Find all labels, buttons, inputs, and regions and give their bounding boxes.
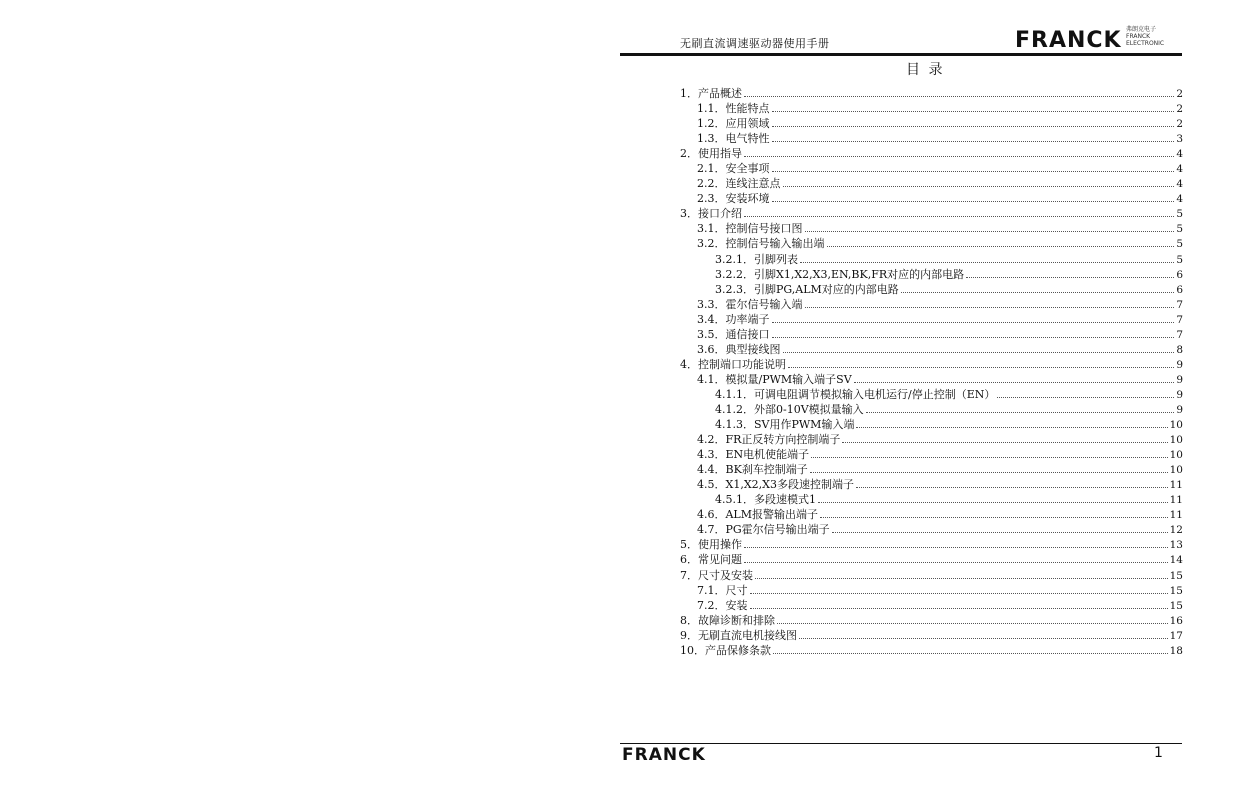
- toc-entry[interactable]: [680, 552, 1183, 567]
- toc-entry-label: 1.1．性能特点: [697, 102, 770, 116]
- toc-entry[interactable]: [680, 477, 1183, 492]
- toc-leader-dots: [772, 126, 1175, 127]
- toc-entry-page: 4: [1176, 163, 1183, 176]
- toc-entry-label: 2．使用指导: [680, 147, 742, 161]
- toc-entry-label: 2.2．连线注意点: [697, 177, 781, 191]
- toc-entry-page: 10: [1169, 419, 1183, 432]
- toc-entry-label: 4.4．BK刹车控制端子: [697, 463, 808, 477]
- toc-leader-dots: [799, 638, 1168, 639]
- toc-leader-dots: [772, 201, 1175, 202]
- table-of-contents: [680, 86, 1183, 658]
- toc-entry-page: 11: [1169, 509, 1183, 522]
- toc-leader-dots: [750, 608, 1168, 609]
- toc-leader-dots: [832, 532, 1168, 533]
- toc-entry-page: 16: [1169, 614, 1183, 627]
- toc-entry-label: 7.2．安装: [697, 598, 748, 612]
- toc-entry-page: 6: [1176, 283, 1183, 296]
- toc-leader-dots: [744, 547, 1168, 548]
- toc-leader-dots: [772, 322, 1175, 323]
- toc-leader-dots: [773, 653, 1168, 654]
- toc-entry[interactable]: [680, 613, 1183, 628]
- toc-entry[interactable]: [680, 236, 1183, 251]
- toc-entry[interactable]: [680, 447, 1183, 462]
- toc-entry-page: 11: [1169, 479, 1183, 492]
- toc-entry[interactable]: [680, 643, 1183, 658]
- toc-leader-dots: [854, 382, 1175, 383]
- toc-leader-dots: [827, 246, 1175, 247]
- toc-leader-dots: [856, 487, 1168, 488]
- toc-entry-label: 5．使用操作: [680, 538, 742, 552]
- toc-entry[interactable]: [680, 116, 1183, 131]
- toc-entry-label: 10．产品保修条款: [680, 643, 771, 657]
- toc-entry-label: 1.2．应用领域: [697, 117, 770, 131]
- toc-entry-page: 12: [1169, 524, 1183, 537]
- toc-entry-label: 4.5．X1,X2,X3多段速控制端子: [697, 478, 854, 492]
- toc-leader-dots: [750, 593, 1168, 594]
- toc-leader-dots: [856, 427, 1167, 428]
- toc-entry[interactable]: [680, 297, 1183, 312]
- toc-entry[interactable]: [680, 206, 1183, 221]
- brand-tagline: 弗朗克电子 FRANCK ELECTRONIC: [1126, 26, 1165, 47]
- toc-entry-label: 2.3．安装环境: [697, 192, 770, 206]
- toc-entry[interactable]: [680, 86, 1183, 101]
- toc-entry-page: 7: [1176, 313, 1183, 326]
- toc-entry-label: 3.4．功率端子: [697, 312, 770, 326]
- toc-leader-dots: [772, 141, 1175, 142]
- toc-leader-dots: [811, 457, 1167, 458]
- toc-entry-page: 15: [1169, 584, 1183, 597]
- toc-entry-label: 7.1．尺寸: [697, 583, 748, 597]
- toc-entry[interactable]: [680, 507, 1183, 522]
- toc-leader-dots: [772, 337, 1175, 338]
- toc-entry[interactable]: [680, 417, 1183, 432]
- toc-entry-page: 4: [1176, 148, 1183, 161]
- toc-entry[interactable]: [680, 402, 1183, 417]
- toc-entry-label: 3.3．霍尔信号输入端: [697, 297, 803, 311]
- manual-title: 无刷直流调速驱动器使用手册: [680, 37, 830, 50]
- toc-entry[interactable]: [680, 221, 1183, 236]
- toc-entry-page: 15: [1169, 599, 1183, 612]
- toc-entry[interactable]: [680, 372, 1183, 387]
- toc-leader-dots: [842, 442, 1167, 443]
- toc-entry-page: 9: [1176, 388, 1183, 401]
- toc-entry-label: 3.5．通信接口: [697, 327, 770, 341]
- toc-leader-dots: [783, 352, 1175, 353]
- toc-entry-label: 6．常见问题: [680, 553, 742, 567]
- toc-leader-dots: [966, 277, 1174, 278]
- toc-entry-label: 3.2.2．引脚X1,X2,X3,EN,BK,FR对应的内部电路: [715, 267, 965, 281]
- toc-entry[interactable]: [680, 146, 1183, 161]
- toc-entry-label: 4.2．FR正反转方向控制端子: [697, 433, 841, 447]
- toc-entry[interactable]: [680, 282, 1183, 297]
- toc-entry-page: 7: [1176, 328, 1183, 341]
- toc-entry-page: 18: [1169, 644, 1183, 657]
- toc-entry-page: 10: [1169, 464, 1183, 477]
- toc-entry-label: 4.1.1．可调电阻调节模拟输入电机运行/停止控制（EN）: [715, 387, 996, 401]
- toc-entry[interactable]: [680, 357, 1183, 372]
- toc-leader-dots: [777, 623, 1168, 624]
- toc-entry-label: 4.3．EN电机使能端子: [697, 448, 810, 462]
- toc-entry-page: 17: [1169, 629, 1183, 642]
- toc-entry[interactable]: [680, 492, 1183, 507]
- toc-entry[interactable]: [680, 342, 1183, 357]
- toc-entry[interactable]: [680, 327, 1183, 342]
- toc-entry-label: 4.1.3．SV用作PWM输入端: [715, 418, 855, 432]
- toc-entry-label: 7．尺寸及安装: [680, 568, 753, 582]
- toc-entry[interactable]: [680, 568, 1183, 583]
- toc-entry-page: 15: [1169, 569, 1183, 582]
- toc-entry-label: 1.3．电气特性: [697, 132, 770, 146]
- toc-entry-page: 6: [1176, 268, 1183, 281]
- toc-entry[interactable]: [680, 267, 1183, 282]
- toc-entry[interactable]: [680, 101, 1183, 116]
- toc-entry-page: 9: [1176, 373, 1183, 386]
- toc-entry-page: 14: [1169, 554, 1183, 567]
- toc-heading: 目 录: [906, 62, 945, 78]
- toc-leader-dots: [783, 186, 1175, 187]
- page-number: 1: [1154, 745, 1163, 761]
- toc-entry[interactable]: [680, 598, 1183, 613]
- toc-leader-dots: [810, 472, 1168, 473]
- toc-leader-dots: [772, 171, 1175, 172]
- toc-entry[interactable]: [680, 522, 1183, 537]
- toc-entry-label: 4.7．PG霍尔信号输出端子: [697, 523, 830, 537]
- toc-leader-dots: [744, 562, 1168, 563]
- toc-leader-dots: [818, 502, 1168, 503]
- toc-entry[interactable]: [680, 176, 1183, 191]
- toc-entry[interactable]: [680, 583, 1183, 598]
- toc-entry-page: 2: [1176, 103, 1183, 116]
- toc-entry-label: 3.2.1．引脚列表: [715, 252, 798, 266]
- toc-leader-dots: [805, 231, 1175, 232]
- toc-leader-dots: [755, 578, 1168, 579]
- toc-entry-label: 9．无刷直流电机接线图: [680, 628, 797, 642]
- toc-entry-label: 4.5.1．多段速模式1: [715, 493, 816, 507]
- footer-rule: [620, 743, 1182, 744]
- toc-entry[interactable]: [680, 252, 1183, 267]
- toc-leader-dots: [744, 156, 1174, 157]
- toc-entry[interactable]: [680, 131, 1183, 146]
- toc-entry-page: 3: [1176, 133, 1183, 146]
- toc-entry-page: 5: [1176, 223, 1183, 236]
- toc-entry[interactable]: [680, 537, 1183, 552]
- toc-entry-page: 7: [1176, 298, 1183, 311]
- toc-entry[interactable]: [680, 462, 1183, 477]
- toc-entry-label: 4．控制端口功能说明: [680, 357, 786, 371]
- toc-entry-page: 9: [1176, 403, 1183, 416]
- toc-entry-label: 1．产品概述: [680, 87, 742, 100]
- toc-entry-label: 8．故障诊断和排除: [680, 613, 775, 627]
- toc-entry[interactable]: [680, 628, 1183, 643]
- toc-entry[interactable]: [680, 432, 1183, 447]
- toc-entry-page: 10: [1169, 449, 1183, 462]
- toc-entry-page: 2: [1176, 118, 1183, 131]
- toc-entry[interactable]: [680, 191, 1183, 206]
- toc-entry-page: 5: [1176, 253, 1183, 266]
- toc-leader-dots: [772, 111, 1175, 112]
- brand-logo: FRANCK: [1015, 28, 1122, 53]
- toc-entry-label: 4.1.2．外部0-10V模拟量输入: [715, 402, 864, 416]
- toc-entry-page: 4: [1176, 178, 1183, 191]
- toc-entry-page: 2: [1176, 88, 1183, 100]
- toc-leader-dots: [805, 307, 1175, 308]
- toc-entry[interactable]: [680, 312, 1183, 327]
- toc-leader-dots: [997, 397, 1174, 398]
- toc-entry[interactable]: [680, 387, 1183, 402]
- toc-entry-page: 5: [1176, 238, 1183, 251]
- toc-entry[interactable]: [680, 161, 1183, 176]
- toc-entry-label: 4.1．模拟量/PWM输入端子SV: [697, 372, 852, 386]
- toc-leader-dots: [744, 216, 1174, 217]
- toc-entry-page: 8: [1176, 343, 1183, 356]
- header-rule: [620, 53, 1182, 56]
- toc-leader-dots: [866, 412, 1175, 413]
- toc-entry-label: 3.2．控制信号输入输出端: [697, 237, 825, 251]
- toc-leader-dots: [788, 367, 1174, 368]
- toc-entry-label: 4.6．ALM报警输出端子: [697, 508, 819, 522]
- toc-entry-page: 5: [1176, 208, 1183, 221]
- toc-entry-label: 3．接口介绍: [680, 207, 742, 221]
- toc-entry-label: 3.1．控制信号接口图: [697, 222, 803, 236]
- toc-entry-page: 13: [1169, 539, 1183, 552]
- toc-entry-page: 11: [1169, 494, 1183, 507]
- toc-entry-label: 3.2.3．引脚PG,ALM对应的内部电路: [715, 282, 899, 296]
- toc-entry-page: 9: [1176, 358, 1183, 371]
- toc-leader-dots: [820, 517, 1168, 518]
- toc-entry-label: 2.1．安全事项: [697, 162, 770, 176]
- toc-entry-page: 4: [1176, 193, 1183, 206]
- toc-entry-label: 3.6．典型接线图: [697, 342, 781, 356]
- toc-entry-page: 10: [1169, 434, 1183, 447]
- toc-leader-dots: [901, 292, 1175, 293]
- toc-leader-dots: [744, 96, 1174, 97]
- footer-brand-logo: FRANCK: [622, 745, 706, 765]
- toc-leader-dots: [800, 262, 1174, 263]
